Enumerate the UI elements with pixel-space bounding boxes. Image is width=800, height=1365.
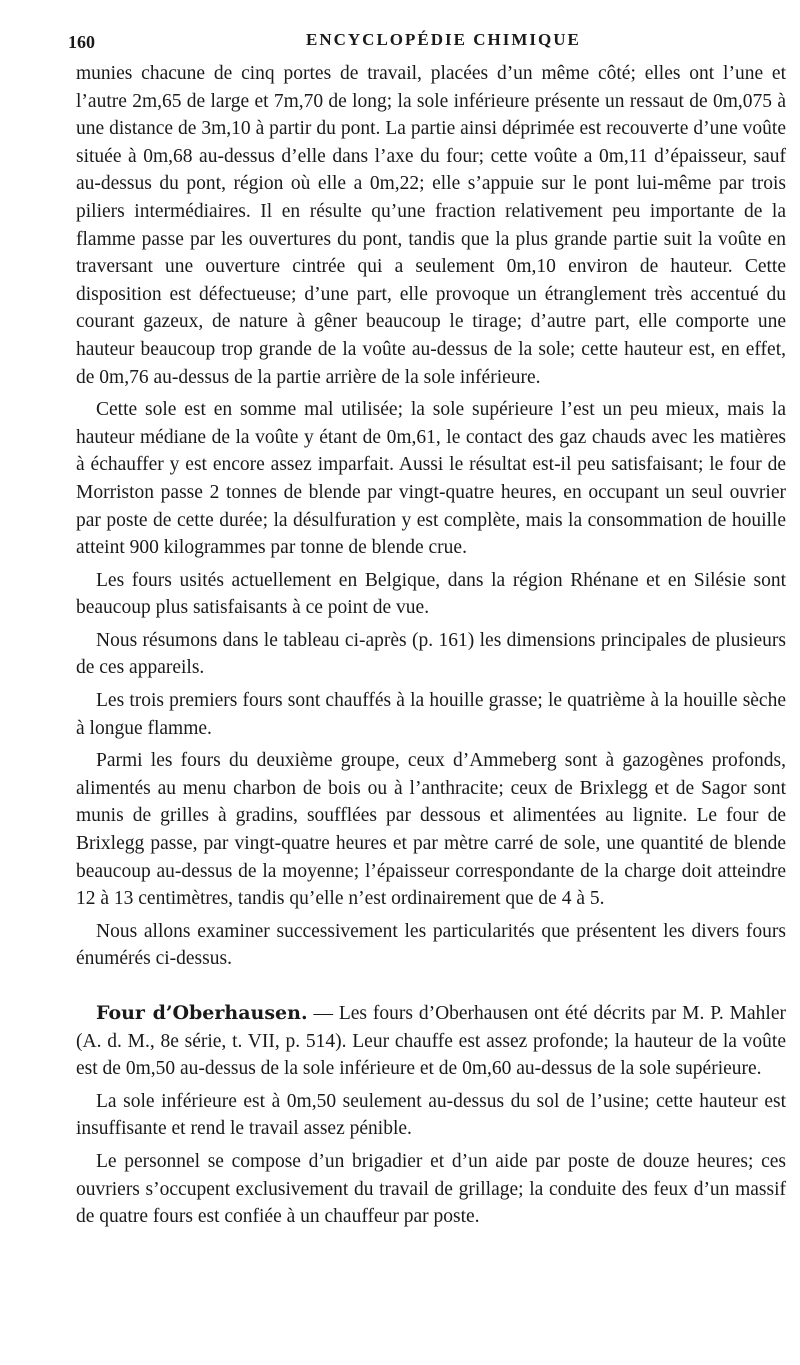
section-intro: — Les fours d’Oberhausen ont été décrits par M. P. Mahler (A. d. M., 8e série, t. VII, p. 514). Leur chauffe est assez profonde; la hauteur de la voûte est de 0m,50 au-dessus de la sole inférieure et de 0m,60 au-dessus de la sole supérieure.	[76, 1003, 786, 1080]
paragraph: Parmi les fours du deuxième groupe, ceux d’Ammeberg sont à gazogènes profonds, alimentés au menu charbon de bois ou à l’anthracite; ceux de Brixlegg et de Sagor sont munis de grilles à gradins, soufflées par dessous et alimentées au lignite. Le four de Brixlegg passe, par vingt-quatre heures et par mètre carré de sole, une quantité de blende beaucoup au-dessus de la moyenne; l’épaisseur correspondante de la charge doit atteindre 12 à 13 centimètres, tandis qu’elle n’est ordinairement que de 4 à 5.	[76, 750, 786, 910]
paragraph: Nous allons examiner successivement les particularités que présentent les divers fours énumérés ci-dessus.	[76, 920, 786, 970]
paragraph: Cette sole est en somme mal utilisée; la sole supérieure l’est un peu mieux, mais la hauteur médiane de la voûte y étant de 0m,61, le contact des gaz chauds avec les matières à échauffer y est encore assez imparfait. Aussi le résultat est-il peu satisfaisant; le four de Morriston passe 2 tonnes de blende par vingt-quatre heures, en occupant un seul ouvrier par poste de cette durée; la désulfuration y est complète, mais la consommation de houille atteint 900 kilogrammes par tonne de blende crue.	[76, 399, 786, 559]
page-header	[68, 28, 786, 60]
body-text	[76, 60, 786, 1231]
paragraph: Les fours usités actuellement en Belgique, dans la région Rhénane et en Silésie sont beaucoup plus satisfaisants à ce point de vue.	[76, 569, 786, 619]
section-title: Four d’Oberhausen.	[96, 1002, 308, 1024]
paragraph: Le personnel se compose d’un brigadier et d’un aide par poste de douze heures; ces ouvriers s’occupent exclusivement du travail de grillage; la conduite des feux d’un massif de quatre fours est confiée à un chauffeur par poste.	[76, 1150, 786, 1228]
paragraph: La sole inférieure est à 0m,50 seulement au-dessus du sol de l’usine; cette hauteur est insuffisante et rend le travail assez pénible.	[76, 1090, 786, 1140]
running-head: ENCYCLOPÉDIE CHIMIQUE	[306, 30, 581, 49]
section-paragraph	[76, 1000, 786, 1083]
paragraph: Nous résumons dans le tableau ci-après (p. 161) les dimensions principales de plusieurs de ces appareils.	[76, 629, 786, 679]
paragraph: Les trois premiers fours sont chauffés à la houille grasse; le quatrième à la houille sèche à longue flamme.	[76, 690, 786, 739]
section-spacer	[76, 978, 786, 1000]
paragraph-continuation: munies chacune de cinq portes de travail, placées d’un même côté; elles ont l’une et l’autre 2m,65 de large et 7m,70 de long; la sole inférieure présente un ressaut de 0m,075 à une distance de 3m,10 à partir du pont. La partie ainsi déprimée est recouverte d’une voûte située à 0m,68 au-dessus d’elle dans l’axe du four; cette voûte a 0m,11 d’épaisseur, sauf au-dessus du pont, région où elle a 0m,22; elle s’appuie sur le pont lui-même par trois piliers intermédiaires. Il en résulte qu’une fraction relativement peu importante de la flamme passe par les ouvertures du pont, tandis que la plus grande partie suit la voûte en traversant une ouverture cintrée qui a seulement 0m,10 environ de hauteur. Cette disposition est défectueuse; d’une part, elle provoque un étranglement très accentué du courant gazeux, de nature à gêner beaucoup le tirage; d’autre part, elle comporte une hauteur beaucoup trop grande de la voûte au-dessus de la sole; cette hauteur est, en effet, de 0m,76 au-dessus de la partie arrière de la sole inférieure.	[76, 63, 786, 388]
page-number: 160	[68, 32, 95, 52]
